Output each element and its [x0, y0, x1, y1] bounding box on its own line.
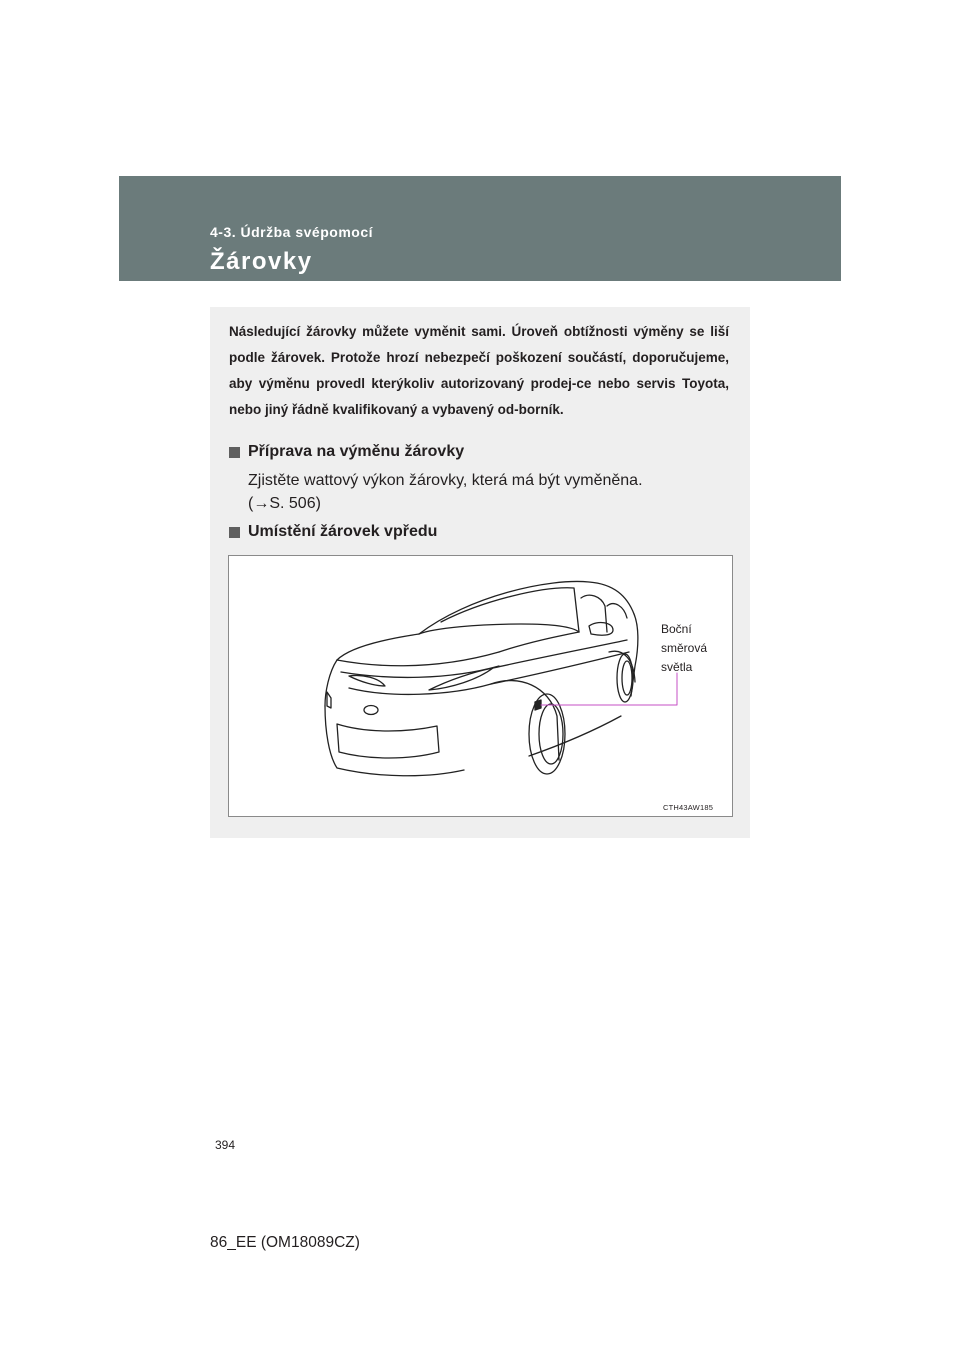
intro-paragraph: Následující žárovky můžete vyměnit sami. Úroveň obtížnosti výměny se liší podle žárovek. Protože hrozí nebezpečí poškození součástí, doporučujeme, aby výměnu provedl kterýkoliv autorizovaný prodej-ce nebo servis Toyota, nebo jiný řádně kvalifikovaný a vybavený od-borník. — [229, 324, 729, 417]
document-code: 86_EE (OM18089CZ) — [210, 1234, 360, 1251]
chapter-header — [119, 176, 841, 281]
page-title: Žárovky — [210, 248, 313, 275]
subheading-preparation-text: Příprava na výměnu žárovky — [248, 443, 465, 460]
subheading-front-bulbs-text: Umístění žárovek vpředu — [248, 523, 438, 540]
car-illustration — [229, 556, 732, 816]
content-panel — [210, 307, 750, 838]
square-bullet-icon — [229, 447, 240, 458]
side-turn-signal-callout — [661, 620, 707, 677]
callout-line-2: směrová — [661, 641, 708, 655]
section-label: 4-3. Údržba svépomocí — [210, 224, 373, 240]
car-illustration-figure — [228, 555, 733, 817]
square-bullet-icon — [229, 527, 240, 538]
subheading-preparation — [229, 443, 464, 461]
subheading-front-bulbs — [229, 523, 437, 541]
preparation-text: Zjistěte wattový výkon žárovky, která má být vyměněna. — [248, 472, 643, 489]
callout-line-3: světla — [661, 660, 693, 674]
page-number: 394 — [215, 1138, 236, 1152]
figure-code: CTH43AW185 — [663, 803, 714, 812]
page-reference-link[interactable]: (→S. 506) — [248, 495, 321, 512]
callout-line-1: Boční — [661, 622, 692, 636]
